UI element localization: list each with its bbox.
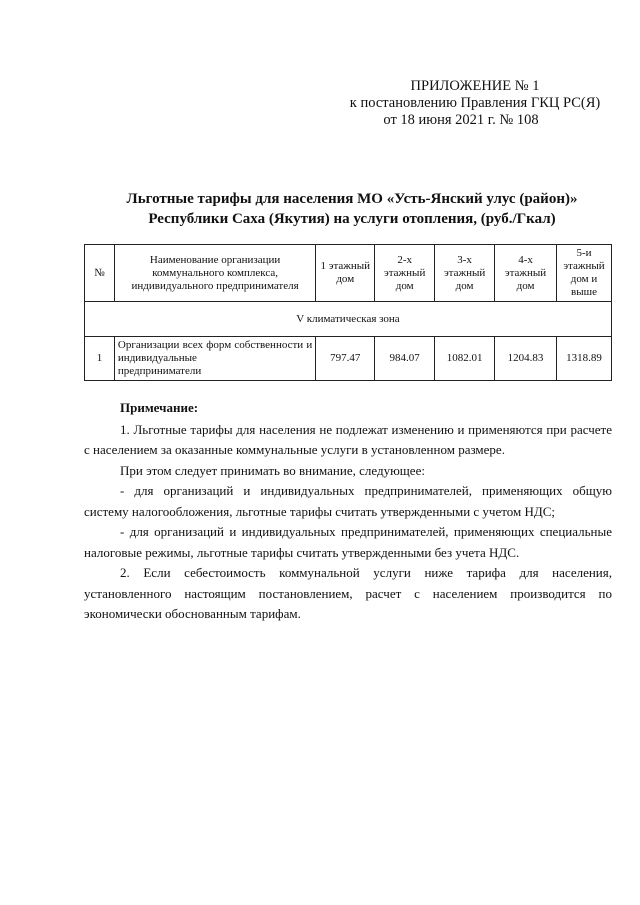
header-2-floor: 2-х этажный дом — [375, 245, 435, 302]
row-org-name-part1: Организации всех форм собственности и индивидуальные — [117, 339, 313, 364]
appendix-header — [344, 78, 606, 129]
value-3-floor: 1082.01 — [435, 337, 495, 381]
row-org-name-part2: предприниматели — [117, 365, 202, 377]
appendix-number: ПРИЛОЖЕНИЕ № 1 — [410, 78, 540, 94]
document-title — [92, 189, 612, 229]
title-line-1: Льготные тарифы для населения МО «Усть-Янский улус (район)» — [126, 191, 578, 207]
tariff-table — [84, 244, 612, 381]
header-3-floor: 3-х этажный дом — [435, 245, 495, 302]
header-org-name: Наименование организации коммунального комплекса, индивидуального предпринимателя — [114, 245, 315, 302]
value-5-floor: 1318.89 — [556, 337, 611, 381]
header-4-floor: 4-х этажный дом — [495, 245, 557, 302]
climate-zone-row — [85, 302, 612, 337]
title-line-2: Республики Саха (Якутия) на услуги отопления, (руб./Гкал) — [148, 211, 556, 227]
note-paragraph-5: 2. Если себестоимость коммунальной услуги ниже тарифа для населения, установленного настоящим постановлением, расчет с населением производится по экономически обоснованным тарифам. — [84, 565, 612, 621]
value-1-floor: 797.47 — [316, 337, 375, 381]
climate-zone-label: V климатическая зона — [85, 302, 612, 337]
note-paragraph-1: 1. Льготные тарифы для населения не подлежат изменению и применяются при расчете с населением за оказанные коммунальные услуги в установленном размере. — [84, 421, 612, 457]
row-num: 1 — [85, 337, 115, 381]
header-5-floor: 5-и этажный дом и выше — [556, 245, 611, 302]
note-paragraph-3: - для организаций и индивидуальных предпринимателей, применяющих общую систему налогообложения, льготные тарифы считать утвержденными с учетом НДС; — [84, 483, 612, 519]
appendix-resolution-ref: к постановлению Правления ГКЦ РС(Я) — [349, 95, 601, 111]
value-4-floor: 1204.83 — [495, 337, 557, 381]
header-1-floor: 1 этажный дом — [316, 245, 375, 302]
notes-heading: Примечание: — [120, 400, 199, 415]
note-paragraph-2: При этом следует принимать во внимание, следующее: — [120, 462, 425, 478]
table-header-row — [85, 245, 612, 302]
table-row — [85, 337, 612, 381]
note-paragraph-4: - для организаций и индивидуальных предпринимателей, применяющих специальные налоговые режимы, льготные тарифы считать утвержденными без учета НДС. — [84, 524, 612, 560]
notes-section — [84, 398, 612, 625]
header-num: № — [85, 245, 115, 302]
appendix-date: от 18 июня 2021 г. № 108 — [383, 112, 539, 128]
value-2-floor: 984.07 — [375, 337, 435, 381]
row-org-name — [114, 337, 315, 381]
